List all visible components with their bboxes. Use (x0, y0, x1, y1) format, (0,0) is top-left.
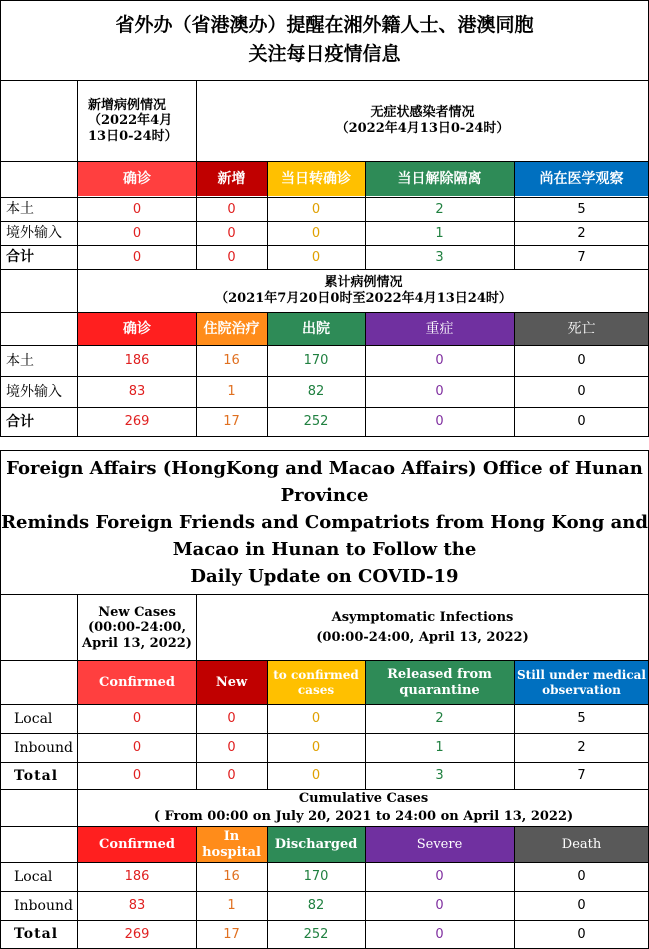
en-header-to-confirmed: to confirmed cases (267, 661, 365, 704)
en-cum-header-discharged: Discharged (267, 827, 365, 862)
en-header-observation: Still under medical observation (514, 661, 649, 704)
en-title (0, 454, 649, 590)
cn-title (0, 8, 649, 72)
en-vline (365, 660, 366, 790)
en-hline (0, 594, 649, 595)
en-row-label-local: Local (14, 710, 53, 727)
cn-new-cases-title: 新增病例情况 (88, 97, 167, 113)
en-cum-local-confirmed: 186 (124, 869, 150, 885)
cn-hline (0, 197, 649, 198)
cn-header-confirmed: 确诊 (78, 162, 196, 196)
cn-row-label-inbound: 境外输入 (6, 225, 62, 242)
en-hline (0, 660, 649, 661)
cn-vline (196, 80, 197, 270)
en-cum-total-death: 0 (577, 926, 586, 942)
cn-border-top (0, 0, 649, 1)
en-border-top (0, 450, 649, 451)
en-local-new: 0 (227, 711, 236, 727)
cn-local-confirmed: 0 (132, 201, 142, 217)
en-total-confirmed: 0 (132, 768, 142, 784)
cn-row-label-local: 本土 (6, 201, 34, 218)
en-cum-local-discharged: 170 (303, 869, 329, 885)
cn-vline (77, 80, 78, 437)
en-header-new: New (196, 661, 267, 704)
en-hline (0, 733, 649, 734)
en-total-new: 0 (227, 768, 236, 784)
cn-vline (267, 161, 268, 270)
en-cum-inbound-discharged: 82 (307, 898, 325, 914)
cn-vline (514, 312, 515, 437)
cn-row-label-total: 合计 (6, 249, 34, 266)
cn-title-line2: 关注每日疫情信息 (248, 43, 401, 65)
en-vline (267, 660, 268, 790)
cn-cum-total-discharged: 252 (303, 414, 329, 430)
cn-asym-date: （2022年4月13日0-24时） (335, 121, 510, 136)
cn-cum-local-discharged: 170 (303, 353, 329, 369)
en-cum-total-severe: 0 (435, 926, 444, 942)
cn-cum-row-label-total: 合计 (6, 413, 34, 430)
cn-local-released: 2 (435, 201, 444, 217)
cn-inbound-released: 1 (435, 225, 444, 241)
en-header-released: Released from quarantine (365, 661, 514, 704)
en-hline (0, 920, 649, 921)
cn-cum-inbound-confirmed: 83 (128, 384, 146, 400)
cn-cum-local-confirmed: 186 (124, 353, 150, 369)
en-local-observation: 5 (577, 711, 586, 727)
cn-cum-title: 累计病例情况 (324, 275, 403, 291)
cn-inbound-to-confirmed: 0 (311, 225, 321, 241)
cn-cum-total-hospital: 17 (223, 414, 240, 430)
cn-hline (0, 221, 649, 222)
en-cum-date: ( From 00:00 on July 20, 2021 to 24:00 on April 13, 2022) (153, 809, 574, 824)
en-local-to-confirmed: 0 (311, 711, 321, 727)
cn-total-observation: 7 (577, 249, 586, 265)
cn-cum-header-death: 死亡 (514, 313, 649, 345)
cn-local-new: 0 (227, 201, 236, 217)
cn-cum-total-severe: 0 (435, 414, 444, 430)
cn-local-observation: 5 (577, 201, 586, 217)
cn-cum-header-hospital: 住院治疗 (196, 313, 267, 345)
en-total-observation: 7 (577, 768, 586, 784)
cn-cum-inbound-death: 0 (577, 384, 586, 400)
en-cum-header (78, 790, 649, 826)
cn-total-released: 3 (435, 249, 444, 265)
en-cum-total-confirmed: 269 (124, 926, 150, 942)
cn-total-new: 0 (227, 249, 236, 265)
en-cum-row-label-total: Total (14, 926, 59, 943)
cn-cum-row-label-local: 本土 (6, 352, 34, 369)
en-row-label-inbound: Inbound (14, 739, 73, 756)
cn-vline (267, 312, 268, 437)
cn-inbound-observation: 2 (577, 225, 586, 241)
en-inbound-observation: 2 (577, 740, 586, 756)
cn-hline (0, 345, 649, 346)
en-vline (77, 594, 78, 949)
en-title-line1: Foreign Affairs (HongKong and Macao Affairs) Office of Hunan (6, 457, 643, 479)
cn-total-confirmed: 0 (132, 249, 142, 265)
en-inbound-released: 1 (435, 740, 444, 756)
en-hline (0, 891, 649, 892)
cn-header-observation: 尚在医学观察 (514, 162, 649, 196)
en-vline (196, 826, 197, 949)
en-local-released: 2 (435, 711, 444, 727)
en-hline (0, 826, 649, 827)
en-cum-header-death: Death (514, 827, 649, 862)
cn-hline (0, 376, 649, 377)
en-cum-local-hospital: 16 (223, 869, 240, 885)
cn-hline (0, 312, 649, 313)
cn-border-left (0, 0, 1, 437)
en-cum-title: Cumulative Cases (298, 791, 429, 807)
cn-cum-local-death: 0 (577, 353, 586, 369)
cn-cum-header-severe: 重症 (365, 313, 514, 345)
cn-asym-title: 无症状感染者情况 (370, 105, 475, 121)
en-total-to-confirmed: 0 (311, 768, 321, 784)
en-hline (0, 704, 649, 705)
cn-vline (365, 161, 366, 270)
en-asym-date: (00:00-24:00, April 13, 2022) (316, 630, 529, 645)
cn-hline (0, 407, 649, 408)
cn-cum-total-confirmed: 269 (124, 414, 150, 430)
en-cum-header-confirmed: Confirmed (78, 827, 196, 862)
cn-cum-inbound-severe: 0 (435, 384, 444, 400)
en-inbound-to-confirmed: 0 (311, 740, 321, 756)
en-inbound-confirmed: 0 (132, 740, 142, 756)
en-cum-inbound-severe: 0 (435, 898, 444, 914)
en-inbound-new: 0 (227, 740, 236, 756)
en-cum-total-hospital: 17 (223, 926, 240, 942)
en-cum-header-severe: Severe (365, 827, 514, 862)
en-asym-header (196, 596, 649, 660)
en-new-cases-header (78, 596, 196, 660)
cn-hline (0, 161, 649, 162)
en-vline (196, 594, 197, 790)
en-title-line2: Province (280, 484, 369, 506)
cn-cum-total-death: 0 (577, 414, 586, 430)
en-new-cases-date2: April 13, 2022) (82, 635, 192, 651)
cn-vline (196, 312, 197, 437)
en-total-released: 3 (435, 768, 444, 784)
cn-new-cases-header (78, 82, 196, 160)
en-vline (267, 826, 268, 949)
cn-asym-header (196, 82, 649, 160)
en-vline (514, 660, 515, 790)
cn-inbound-new: 0 (227, 225, 236, 241)
en-cum-inbound-confirmed: 83 (128, 898, 146, 914)
en-new-cases-date1: (00:00-24:00, (87, 620, 187, 636)
cn-vline (365, 312, 366, 437)
en-new-cases-title: New Cases (98, 604, 176, 620)
cn-cum-header-discharged: 出院 (267, 313, 365, 345)
cn-hline (0, 80, 649, 81)
cn-section (0, 0, 649, 437)
en-vline (514, 826, 515, 949)
en-cum-total-discharged: 252 (303, 926, 329, 942)
en-row-label-total: Total (14, 767, 59, 784)
cn-inbound-confirmed: 0 (132, 225, 142, 241)
en-hline (0, 762, 649, 763)
en-cum-inbound-hospital: 1 (227, 898, 236, 914)
en-border-left (0, 450, 1, 949)
cn-hline (0, 269, 649, 270)
cn-cum-local-hospital: 16 (223, 353, 240, 369)
cn-border-bottom (0, 436, 649, 437)
cn-hline (0, 245, 649, 246)
en-cum-inbound-death: 0 (577, 898, 586, 914)
en-cum-row-label-inbound: Inbound (14, 897, 73, 914)
cn-header-to-confirmed: 当日转确诊 (267, 162, 365, 196)
en-section (0, 450, 649, 949)
cn-title-line1: 省外办（省港澳办）提醒在湘外籍人士、港澳同胞 (115, 14, 534, 37)
cn-cum-inbound-discharged: 82 (307, 384, 325, 400)
en-title-line3: Reminds Foreign Friends and Compatriots from Hong Kong and (1, 511, 648, 533)
en-title-line4: Macao in Hunan to Follow the (172, 538, 477, 560)
en-cum-header-hospital: In hospital (196, 827, 267, 862)
cn-local-to-confirmed: 0 (311, 201, 321, 217)
cn-cum-row-label-inbound: 境外输入 (6, 383, 62, 400)
cn-cum-header-confirmed: 确诊 (78, 313, 196, 345)
en-title-line5: Daily Update on COVID-19 (190, 565, 459, 587)
en-vline (365, 826, 366, 949)
cn-new-cases-date: （2022年4月13日0-24时） (88, 113, 178, 144)
cn-header-new: 新增 (196, 162, 267, 196)
cn-cum-date: （2021年7月20日0时至2022年4月13日24时） (215, 291, 512, 306)
en-asym-title: Asymptomatic Infections (331, 610, 514, 626)
en-local-confirmed: 0 (132, 711, 142, 727)
cn-vline (514, 161, 515, 270)
en-header-confirmed: Confirmed (78, 661, 196, 704)
en-cum-local-severe: 0 (435, 869, 444, 885)
cn-cum-inbound-hospital: 1 (227, 384, 236, 400)
en-cum-row-label-local: Local (14, 868, 53, 885)
en-hline (0, 789, 649, 790)
cn-cum-header (78, 270, 649, 312)
en-hline (0, 862, 649, 863)
en-cum-local-death: 0 (577, 869, 586, 885)
cn-header-released: 当日解除隔离 (365, 162, 514, 196)
cn-cum-local-severe: 0 (435, 353, 444, 369)
cn-total-to-confirmed: 0 (311, 249, 321, 265)
